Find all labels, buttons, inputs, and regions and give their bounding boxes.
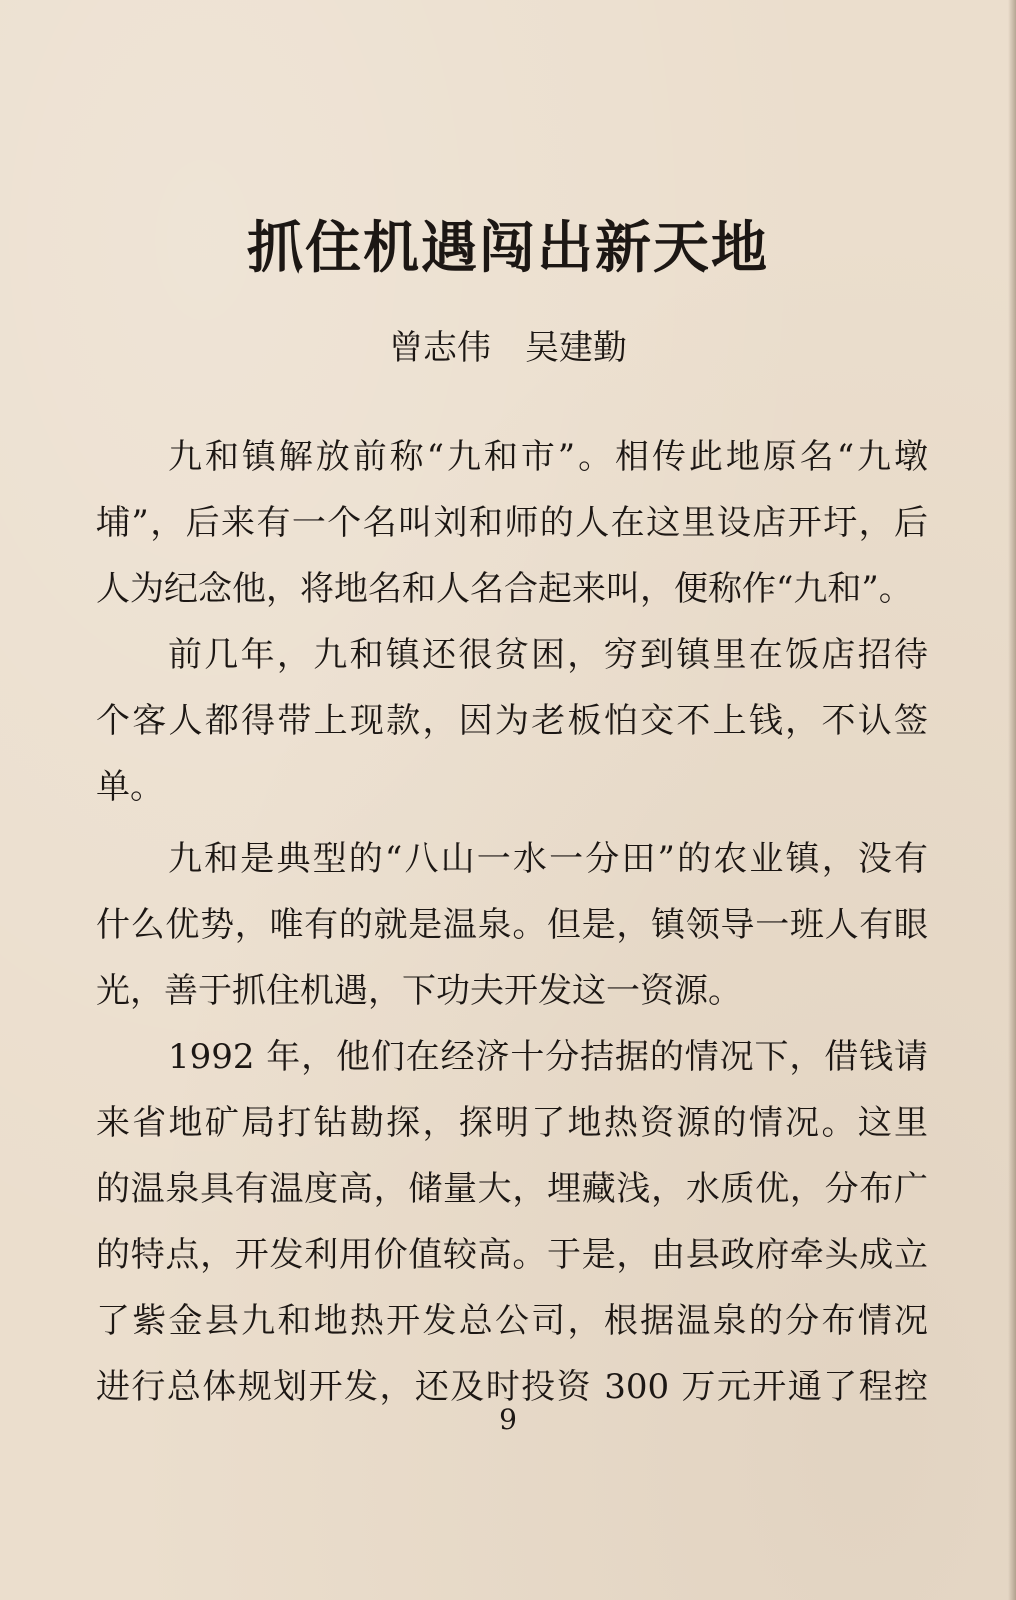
- text-line: 来省地矿局打钻勘探，探明了地热资源的情况。这里: [96, 1103, 928, 1143]
- paragraph: [96, 622, 928, 820]
- text-line: 1992 年，他们在经济十分拮据的情况下，借钱请: [168, 1037, 928, 1077]
- text-line: 九和是典型的“八山一水一分田”的农业镇，没有: [168, 839, 928, 879]
- text-line: 的温泉具有温度高，储量大，埋藏浅，水质优，分布广: [96, 1169, 928, 1209]
- article-body: [96, 424, 928, 1420]
- page-number: 9: [499, 1403, 517, 1436]
- author-name: 吴建勤: [525, 328, 627, 368]
- author-name: 曾志伟: [389, 328, 491, 368]
- article-authors: [0, 324, 1016, 372]
- article-title: 抓住机遇闯出新天地: [247, 215, 769, 281]
- text-line: 光，善于抓住机遇，下功夫开发这一资源。: [96, 971, 742, 1011]
- text-line: 前几年，九和镇还很贫困，穷到镇里在饭店招待: [168, 635, 928, 675]
- text-line: 单。: [96, 767, 164, 807]
- text-line: 个客人都得带上现款，因为老板怕交不上钱，不认签: [96, 701, 928, 741]
- text-line: 进行总体规划开发，还及时投资 300 万元开通了程控: [96, 1367, 928, 1407]
- text-line: 什么优势，唯有的就是温泉。但是，镇领导一班人有眼: [96, 905, 928, 945]
- text-line: 埔”，后来有一个名叫刘和师的人在这里设店开圩，后: [96, 503, 928, 543]
- text-line: 了紫金县九和地热开发总公司，根据温泉的分布情况: [96, 1301, 928, 1341]
- paragraph: [96, 424, 928, 622]
- text-line: 人为纪念他，将地名和人名合起来叫，便称作“九和”。: [96, 569, 913, 609]
- text-line: 的特点，开发利用价值较高。于是，由县政府牵头成立: [96, 1235, 928, 1275]
- text-line: 九和镇解放前称“九和市”。相传此地原名“九墩: [168, 437, 928, 477]
- paragraph: [96, 826, 928, 1024]
- paragraph: [96, 1024, 928, 1420]
